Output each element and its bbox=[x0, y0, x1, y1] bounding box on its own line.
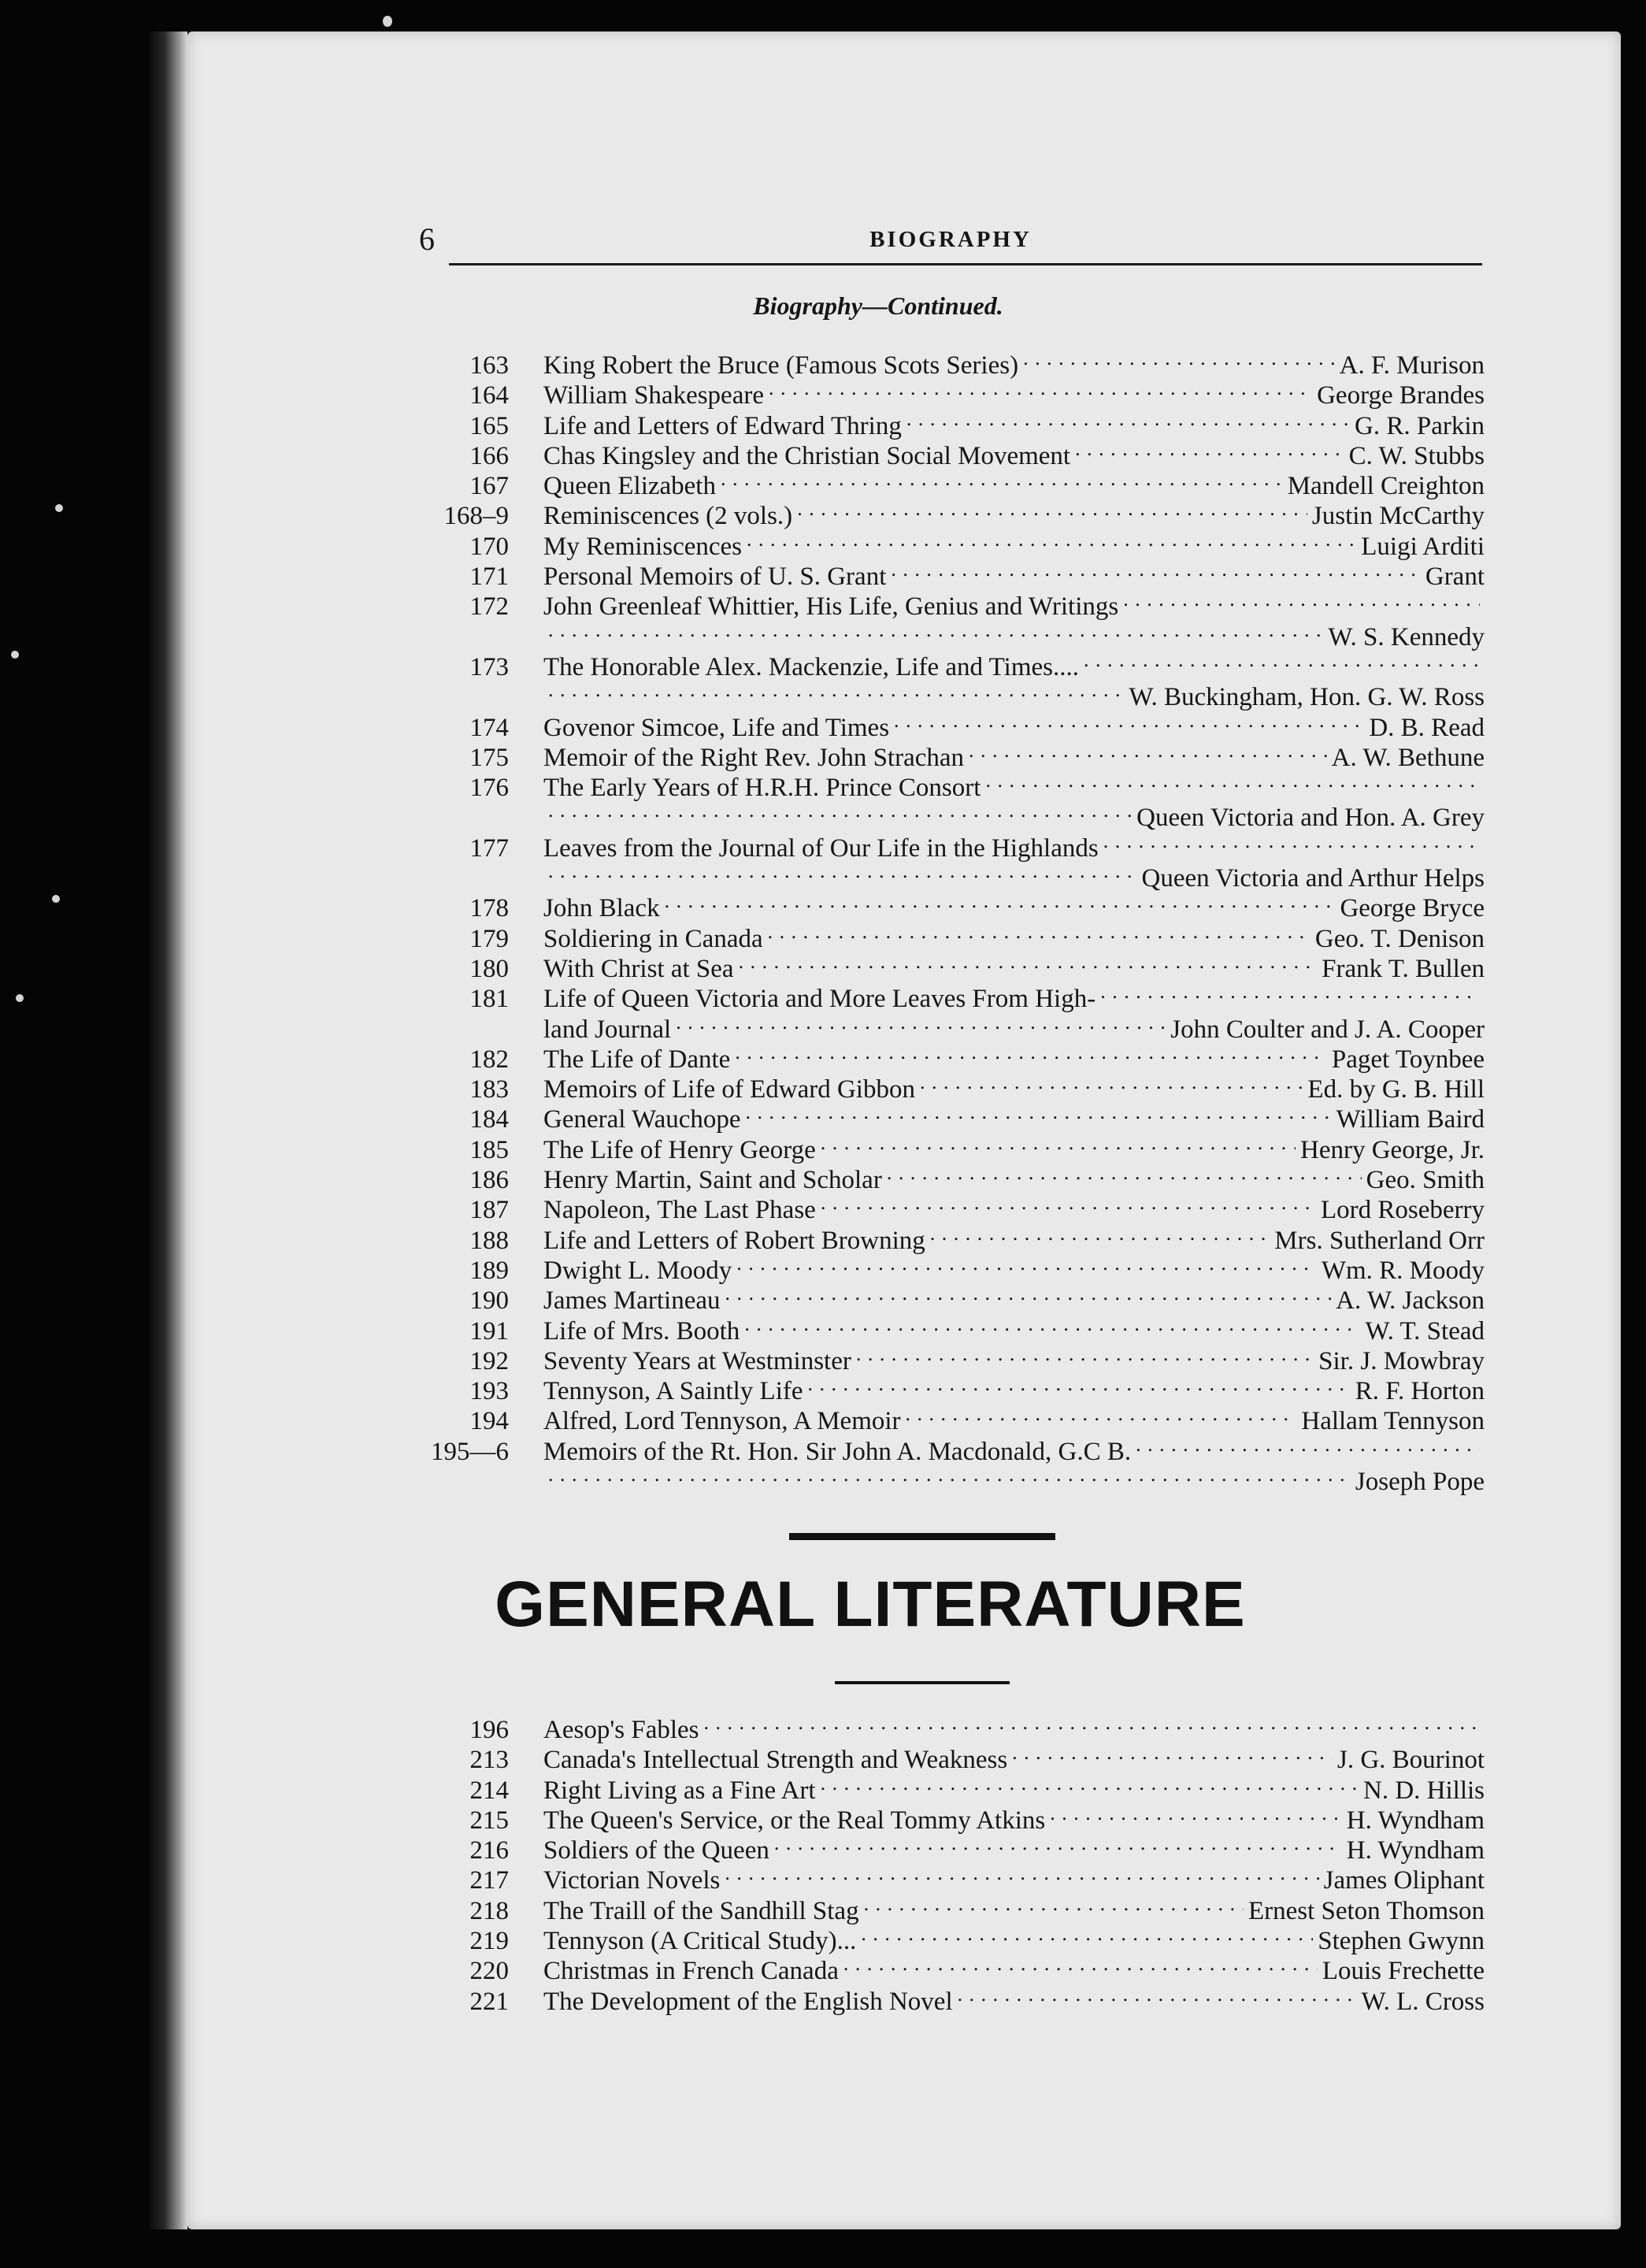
entry-number: 214 bbox=[469, 1776, 509, 1805]
entry-number: 184 bbox=[469, 1105, 509, 1134]
entry-author: Wm. R. Moody bbox=[1321, 1256, 1485, 1285]
entry-title: Life and Letters of Robert Browning bbox=[543, 1226, 925, 1255]
entry-author: J. G. Bourinot bbox=[1336, 1746, 1485, 1775]
dot-leader bbox=[665, 886, 1336, 916]
entry-title: Dwight L. Moody bbox=[543, 1256, 732, 1285]
entry-number: 192 bbox=[469, 1346, 509, 1375]
entry-number: 178 bbox=[469, 894, 509, 923]
dot-leader bbox=[969, 736, 1327, 766]
entry-title: The Traill of the Sandhill Stag bbox=[543, 1896, 859, 1925]
dot-leader bbox=[821, 1128, 1296, 1158]
entry-title: Life of Queen Victoria and More Leaves From High- bbox=[543, 985, 1096, 1014]
entry-author: Mandell Creighton bbox=[1287, 472, 1485, 501]
entry-author: H. Wyndham bbox=[1346, 1836, 1485, 1865]
entry-number: 218 bbox=[469, 1896, 509, 1925]
entry-number: 170 bbox=[469, 532, 509, 561]
dot-leader bbox=[1100, 977, 1480, 1007]
dot-leader bbox=[676, 1008, 1166, 1037]
entry-author: Joseph Pope bbox=[1355, 1467, 1485, 1496]
dot-leader bbox=[548, 796, 1132, 826]
entry-title: Canada's Intellectual Strength and Weakness bbox=[543, 1746, 1008, 1775]
dot-leader bbox=[769, 373, 1312, 403]
dot-leader bbox=[1075, 434, 1344, 464]
dot-leader bbox=[1103, 826, 1480, 856]
scan-speck bbox=[52, 895, 60, 903]
entry-title: The Honorable Alex. Mackenzie, Life and Times.... bbox=[543, 652, 1079, 681]
entry-author: Grant bbox=[1425, 562, 1485, 592]
dot-leader bbox=[721, 464, 1283, 494]
entry-title: Reminiscences (2 vols.) bbox=[543, 502, 793, 531]
entry-number: 166 bbox=[469, 441, 509, 470]
entry-title: The Queen's Service, or the Real Tommy Atkins bbox=[543, 1806, 1046, 1835]
entry-number: 194 bbox=[469, 1407, 509, 1436]
dot-leader bbox=[746, 1097, 1332, 1127]
entry-number: 177 bbox=[469, 833, 509, 863]
dot-leader bbox=[861, 1919, 1313, 1949]
entry-author: Frank T. Bullen bbox=[1322, 954, 1485, 983]
dot-leader bbox=[906, 1399, 1297, 1429]
dot-leader bbox=[725, 1279, 1332, 1308]
dot-leader bbox=[735, 1037, 1327, 1067]
dot-leader bbox=[1050, 1798, 1342, 1828]
entry-author: Hallam Tennyson bbox=[1301, 1407, 1485, 1436]
dot-leader bbox=[808, 1369, 1351, 1399]
biography-list bbox=[425, 343, 1485, 1496]
catalog-entry bbox=[425, 675, 1485, 712]
entry-author: Geo. T. Denison bbox=[1314, 924, 1485, 953]
entry-number: 190 bbox=[469, 1286, 509, 1316]
entry-title: Tennyson (A Critical Study)... bbox=[543, 1927, 857, 1956]
dot-leader bbox=[958, 1980, 1357, 2010]
entry-number: 195—6 bbox=[431, 1437, 509, 1466]
dot-leader bbox=[704, 1708, 1480, 1738]
dot-leader bbox=[906, 404, 1350, 434]
entry-title: John Black bbox=[543, 894, 660, 923]
entry-title: Victorian Novels bbox=[543, 1866, 721, 1895]
entry-author: Queen Victoria and Hon. A. Grey bbox=[1136, 804, 1485, 833]
entry-title: Govenor Simcoe, Life and Times bbox=[543, 713, 890, 742]
catalog-entry bbox=[425, 1708, 1485, 1744]
scan-speck bbox=[383, 16, 392, 27]
catalog-entry bbox=[425, 343, 1485, 380]
dot-leader bbox=[856, 1339, 1314, 1369]
entry-title: Personal Memoirs of U. S. Grant bbox=[543, 562, 887, 592]
entry-author: R. F. Horton bbox=[1355, 1377, 1485, 1406]
entry-author: W. L. Cross bbox=[1361, 1987, 1485, 2016]
dot-leader bbox=[891, 555, 1420, 585]
entry-number: 176 bbox=[469, 774, 509, 803]
entry-author: N. D. Hillis bbox=[1362, 1776, 1485, 1805]
dot-leader bbox=[887, 1158, 1362, 1188]
entry-author: A. F. Murison bbox=[1339, 351, 1485, 380]
entry-author: Ed. by G. B. Hill bbox=[1307, 1075, 1485, 1104]
dot-leader bbox=[894, 706, 1364, 736]
entry-title: Memoirs of the Rt. Hon. Sir John A. Macdonald, G.C B. bbox=[543, 1437, 1132, 1466]
entry-author: George Brandes bbox=[1317, 381, 1485, 410]
dot-leader bbox=[548, 1460, 1351, 1490]
entry-number: 167 bbox=[469, 472, 509, 501]
general-literature-list bbox=[425, 1708, 1485, 2016]
entry-number: 182 bbox=[469, 1045, 509, 1074]
entry-number: 171 bbox=[469, 562, 509, 592]
catalog-entry bbox=[425, 1460, 1485, 1496]
catalog-entry bbox=[425, 706, 1485, 742]
entry-author: John Coulter and J. A. Cooper bbox=[1170, 1015, 1485, 1044]
scan-gutter-shadow bbox=[150, 32, 187, 2229]
entry-number: 196 bbox=[469, 1716, 509, 1744]
entry-author: Queen Victoria and Arthur Helps bbox=[1141, 864, 1485, 893]
entry-number: 173 bbox=[469, 652, 509, 681]
entry-title: James Martineau bbox=[543, 1286, 721, 1316]
dot-leader bbox=[548, 675, 1124, 705]
catalog-entry bbox=[425, 796, 1485, 833]
dot-leader bbox=[739, 947, 1318, 977]
running-head: BIOGRAPHY bbox=[869, 227, 1032, 252]
entry-title: King Robert the Bruce (Famous Scots Series) bbox=[543, 351, 1019, 380]
entry-author: Henry George, Jr. bbox=[1300, 1135, 1485, 1164]
entry-number: 217 bbox=[469, 1866, 509, 1895]
entry-author: G. R. Parkin bbox=[1355, 411, 1485, 440]
entry-number: 164 bbox=[469, 381, 509, 410]
entry-author: Justin McCarthy bbox=[1311, 502, 1485, 531]
entry-number: 213 bbox=[469, 1746, 509, 1775]
entry-number: 187 bbox=[469, 1196, 509, 1225]
entry-author: H. Wyndham bbox=[1346, 1806, 1485, 1835]
entry-author: W. Buckingham, Hon. G. W. Ross bbox=[1129, 683, 1485, 712]
scan-speck bbox=[11, 651, 19, 659]
entry-title: Memoirs of Life of Edward Gibbon bbox=[543, 1075, 915, 1104]
dot-leader bbox=[821, 1188, 1316, 1218]
entry-author: Paget Toynbee bbox=[1331, 1045, 1485, 1074]
dot-leader bbox=[1136, 1430, 1480, 1460]
dot-leader bbox=[768, 917, 1310, 947]
dot-leader bbox=[1084, 645, 1480, 675]
page-header bbox=[419, 221, 1482, 268]
dot-leader bbox=[821, 1769, 1359, 1798]
dot-leader bbox=[548, 856, 1137, 886]
entry-number: 172 bbox=[469, 592, 509, 622]
entry-number: 215 bbox=[469, 1806, 509, 1835]
entry-title: The Life of Dante bbox=[543, 1045, 731, 1074]
entry-author: Stephen Gwynn bbox=[1318, 1927, 1485, 1956]
catalog-entry bbox=[425, 886, 1485, 923]
entry-title: Right Living as a Fine Art bbox=[543, 1776, 816, 1805]
header-rule bbox=[449, 263, 1482, 265]
entry-author: C. W. Stubbs bbox=[1348, 441, 1485, 470]
entry-author: Geo. Smith bbox=[1366, 1166, 1485, 1195]
dot-leader bbox=[725, 1858, 1318, 1888]
entry-title: Soldiering in Canada bbox=[543, 924, 763, 953]
entry-title: Alfred, Lord Tennyson, A Memoir bbox=[543, 1407, 901, 1436]
entry-number: 186 bbox=[469, 1166, 509, 1195]
dot-leader bbox=[920, 1067, 1303, 1097]
entry-title: The Early Years of H.R.H. Prince Consort bbox=[543, 774, 981, 803]
entry-number: 181 bbox=[469, 985, 509, 1014]
entry-number: 191 bbox=[469, 1316, 509, 1346]
entry-author: James Oliphant bbox=[1323, 1866, 1485, 1895]
dot-leader bbox=[744, 1309, 1360, 1339]
dot-leader bbox=[1012, 1738, 1333, 1768]
entry-title: Queen Elizabeth bbox=[543, 472, 716, 501]
entry-title: The Life of Henry George bbox=[543, 1135, 816, 1164]
dot-leader bbox=[843, 1949, 1318, 1979]
dot-leader bbox=[548, 615, 1323, 645]
entry-author: Sir. J. Mowbray bbox=[1318, 1346, 1485, 1375]
scan-speck bbox=[16, 994, 24, 1002]
entry-number: 219 bbox=[469, 1927, 509, 1956]
entry-number: 168–9 bbox=[443, 502, 509, 531]
dot-leader bbox=[797, 494, 1307, 524]
entry-title: Christmas in French Canada bbox=[543, 1957, 839, 1986]
entry-number: 179 bbox=[469, 924, 509, 953]
entry-title: Life of Mrs. Booth bbox=[543, 1316, 740, 1346]
entry-title: land Journal bbox=[543, 1015, 672, 1044]
dot-leader bbox=[774, 1828, 1342, 1858]
entry-author: W. T. Stead bbox=[1365, 1316, 1485, 1346]
entry-number: 163 bbox=[469, 351, 509, 380]
dot-leader bbox=[1023, 343, 1335, 373]
entry-title: Memoir of the Right Rev. John Strachan bbox=[543, 743, 965, 772]
entry-title: John Greenleaf Whittier, His Life, Genius and Writings bbox=[543, 592, 1119, 622]
entry-number: 185 bbox=[469, 1135, 509, 1164]
entry-title: Life and Letters of Edward Thring bbox=[543, 411, 902, 440]
catalog-entry bbox=[425, 826, 1485, 863]
entry-author: Lord Roseberry bbox=[1320, 1196, 1485, 1225]
entry-author: Luigi Arditi bbox=[1361, 532, 1485, 561]
entry-author: D. B. Read bbox=[1369, 713, 1485, 742]
entry-number: 193 bbox=[469, 1377, 509, 1406]
entry-title: Henry Martin, Saint and Scholar bbox=[543, 1166, 882, 1195]
dot-leader bbox=[864, 1889, 1244, 1919]
entry-author: Ernest Seton Thomson bbox=[1247, 1896, 1485, 1925]
entry-author: A. W. Jackson bbox=[1336, 1286, 1485, 1316]
dot-leader bbox=[736, 1249, 1317, 1279]
entry-number: 183 bbox=[469, 1075, 509, 1104]
entry-number: 175 bbox=[469, 743, 509, 772]
entry-author: Louis Frechette bbox=[1322, 1957, 1485, 1986]
section-subheading: Biography—Continued. bbox=[753, 291, 1003, 320]
entry-number: 174 bbox=[469, 713, 509, 742]
entry-author: W. S. Kennedy bbox=[1328, 622, 1485, 651]
dot-leader bbox=[747, 525, 1356, 555]
entry-number: 221 bbox=[469, 1987, 509, 2016]
dot-leader bbox=[985, 766, 1480, 796]
entry-author: Mrs. Sutherland Orr bbox=[1274, 1226, 1485, 1255]
entry-title: Chas Kingsley and the Christian Social Movement bbox=[543, 441, 1071, 470]
entry-author: George Bryce bbox=[1340, 894, 1485, 923]
section-divider-top bbox=[789, 1533, 1055, 1540]
dot-leader bbox=[1123, 585, 1480, 614]
entry-number: 189 bbox=[469, 1256, 509, 1285]
entry-title: Tennyson, A Saintly Life bbox=[543, 1377, 803, 1406]
section-heading: GENERAL LITERATURE bbox=[495, 1568, 1246, 1640]
section-divider-bottom bbox=[835, 1681, 1010, 1684]
entry-title: General Wauchope bbox=[543, 1105, 741, 1134]
entry-title: Leaves from the Journal of Our Life in the Highlands bbox=[543, 833, 1099, 863]
entry-title: My Reminiscences bbox=[543, 532, 743, 561]
entry-title: With Christ at Sea bbox=[543, 954, 734, 983]
dot-leader bbox=[930, 1219, 1270, 1249]
catalog-entry bbox=[425, 615, 1485, 651]
entry-number: 180 bbox=[469, 954, 509, 983]
entry-title: Soldiers of the Queen bbox=[543, 1836, 769, 1865]
entry-number: 220 bbox=[469, 1957, 509, 1986]
entry-title: Aesop's Fables bbox=[543, 1716, 699, 1744]
page-number: 6 bbox=[419, 221, 435, 257]
scan-speck bbox=[55, 504, 63, 512]
entry-title: The Development of the English Novel bbox=[543, 1987, 953, 2016]
entry-number: 188 bbox=[469, 1226, 509, 1255]
entry-title: William Shakespeare bbox=[543, 381, 764, 410]
entry-title: Seventy Years at Westminster bbox=[543, 1346, 851, 1375]
entry-number: 216 bbox=[469, 1836, 509, 1865]
entry-author: William Baird bbox=[1336, 1105, 1485, 1134]
entry-number: 165 bbox=[469, 411, 509, 440]
entry-author: A. W. Bethune bbox=[1331, 743, 1485, 772]
catalog-entry bbox=[425, 645, 1485, 681]
entry-title: Napoleon, The Last Phase bbox=[543, 1196, 816, 1225]
catalog-entry bbox=[425, 856, 1485, 893]
